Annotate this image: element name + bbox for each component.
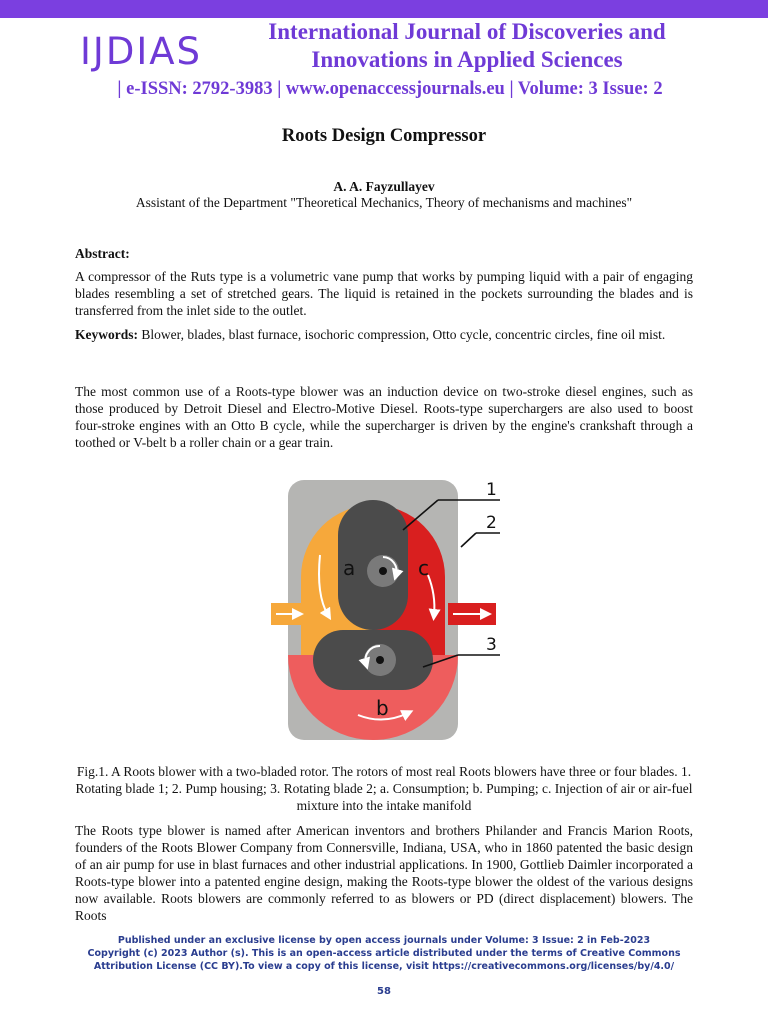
author-affiliation: Assistant of the Department "Theoretical Mechanics, Theory of mechanisms and machines"	[135, 195, 633, 210]
callout-label-1: 1	[486, 480, 497, 500]
label-a: a	[343, 556, 356, 580]
body-paragraph-1: The most common use of a Roots-type blower was an induction device on two-stroke diesel engines, such as those produced by Detroit Diesel and Electro-Motive Diesel. Roots-type superchargers are also used to boost four-stroke engines with an Otto B cycle, while the supercharger is driven by the engine's crankshaft through a toothed or V-belt b a roller chain or a gear train.	[75, 384, 693, 450]
keywords-label: Keywords:	[75, 327, 138, 342]
keywords-text: Blower, blades, blast furnace, isochoric compression, Otto cycle, concentric circles, fine oil mist.	[141, 327, 666, 342]
top-accent-bar	[0, 0, 768, 18]
journal-title	[232, 18, 702, 74]
keywords	[75, 326, 693, 343]
rotor-2-axle	[376, 656, 384, 664]
body-paragraph-2: The Roots type blower is named after American inventors and brothers Philander and Francis Marion Roots, founders of the Roots Blower Company from Connersville, Indiana, USA, who in 1860 patented the basic design of an air pump for use in blast furnaces and other industrial applications. In 1900, Gottlieb Daimler incorporated a Roots-type blower into a patented engine design, making the Roots-type blower the oldest of the various designs now available. Roots blowers are commonly referred to as blowers or PD (direct displacement) blowers. The Roots	[75, 823, 693, 923]
callout-label-3: 3	[486, 635, 497, 655]
label-c: c	[418, 556, 429, 580]
journal-title-line2: Innovations in Applied Sciences	[311, 47, 623, 72]
footer-line-3: Attribution License (CC BY).To view a copy of this license, visit https://creativecommons.org/licenses/by/4.0/	[93, 961, 675, 972]
figure-caption: Fig.1. A Roots blower with a two-bladed rotor. The rotors of most real Roots blowers have three or four blades. 1. Rotating blade 1; 2. Pump housing; 3. Rotating blade 2; a. Consumption; b. Pumping; c. Injection of air or air-fuel mixture into the intake manifold	[75, 764, 693, 813]
journal-title-line1: International Journal of Discoveries and	[268, 19, 666, 44]
footer-line-2: Copyright (c) 2023 Author (s). This is an open-access article distributed under the terms of Creative Commons	[87, 948, 681, 959]
label-b: b	[376, 696, 389, 720]
abstract-text: A compressor of the Ruts type is a volumetric vane pump that works by pumping liquid with a pair of engaging blades resembling a set of stretched gears. The liquid is retained in the pockets surrounding the blades and is transferred from the inlet side to the outlet.	[75, 269, 693, 318]
page-number: 58	[377, 986, 391, 997]
callout-label-2: 2	[486, 513, 497, 533]
issn-line: | e-ISSN: 2792-3983 | www.openaccessjournals.eu | Volume: 3 Issue: 2	[117, 79, 663, 99]
callout-2-leader	[461, 533, 476, 547]
footer-line-1: Published under an exclusive license by open access journals under Volume: 3 Issue: 2 in Feb-2023	[117, 935, 651, 946]
paper-title: Roots Design Compressor	[281, 126, 487, 146]
license-footer	[40, 934, 728, 973]
journal-logo: IJDIAS	[80, 30, 203, 73]
rotor-1-axle	[379, 567, 387, 575]
author-name: A. A. Fayzullayev	[333, 179, 435, 194]
abstract-heading: Abstract:	[75, 246, 130, 261]
roots-blower-figure	[268, 475, 508, 745]
